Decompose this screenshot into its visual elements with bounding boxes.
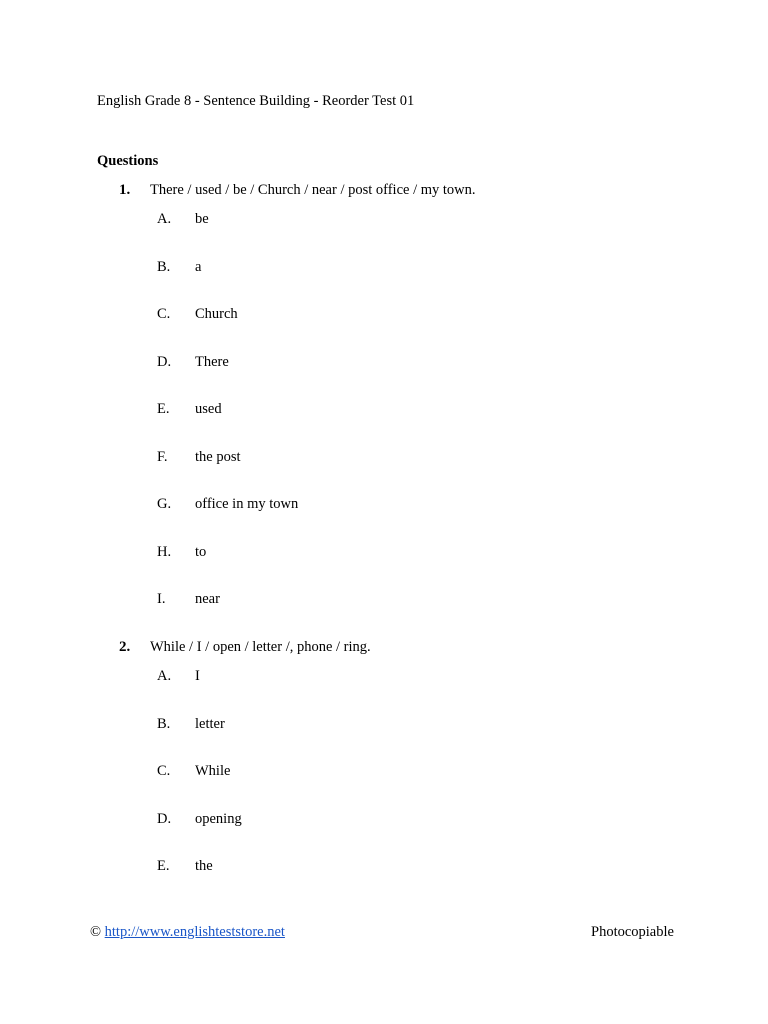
question-2-option-d-text: opening: [195, 811, 242, 827]
question-1-option-h-text: to: [195, 544, 207, 560]
footer-photocopiable: Photocopiable: [591, 924, 674, 940]
question-2-number: 2.: [119, 639, 131, 655]
website-link[interactable]: http://www.englishteststore.net: [104, 924, 285, 940]
section-heading: Questions: [97, 153, 159, 169]
question-1-option-e-text: used: [195, 401, 222, 417]
question-1-option-c-letter: C.: [157, 306, 171, 322]
footer-copyright: [90, 924, 285, 941]
question-1-option-f-text: the post: [195, 449, 241, 465]
question-1-text: There / used / be / Church / near / post office / my town.: [150, 182, 476, 198]
question-1-option-e-letter: E.: [157, 401, 170, 417]
question-1-option-b-text: a: [195, 259, 202, 275]
question-1-option-g-text: office in my town: [195, 496, 299, 512]
question-1-option-i-text: near: [195, 591, 220, 607]
question-1-option-h-letter: H.: [157, 544, 172, 560]
question-1-option-a-letter: A.: [157, 211, 172, 227]
question-2-text: While / I / open / letter /, phone / ring.: [150, 639, 371, 655]
question-1-option-c-text: Church: [195, 306, 238, 322]
question-1-option-d-letter: D.: [157, 354, 172, 370]
question-1-option-a-text: be: [195, 211, 209, 227]
question-2-option-d-letter: D.: [157, 811, 172, 827]
question-1-option-i-letter: I.: [157, 591, 166, 607]
question-1-option-b-letter: B.: [157, 259, 171, 275]
question-1-number: 1.: [119, 182, 131, 198]
question-1-option-f-letter: F.: [157, 449, 168, 465]
question-2-option-b-text: letter: [195, 716, 225, 732]
question-2-option-a-letter: A.: [157, 668, 172, 684]
question-2-option-b-letter: B.: [157, 716, 171, 732]
question-1-option-g-letter: G.: [157, 496, 172, 512]
document-title: English Grade 8 - Sentence Building - Reorder Test 01: [97, 93, 415, 109]
question-2-option-e-letter: E.: [157, 858, 170, 874]
question-2-option-e-text: the: [195, 858, 213, 874]
question-2-option-c-letter: C.: [157, 763, 171, 779]
copyright-symbol: ©: [90, 924, 102, 940]
question-2-option-c-text: While: [195, 763, 231, 779]
question-2-option-a-text: I: [195, 668, 200, 684]
question-1-option-d-text: There: [195, 354, 229, 370]
